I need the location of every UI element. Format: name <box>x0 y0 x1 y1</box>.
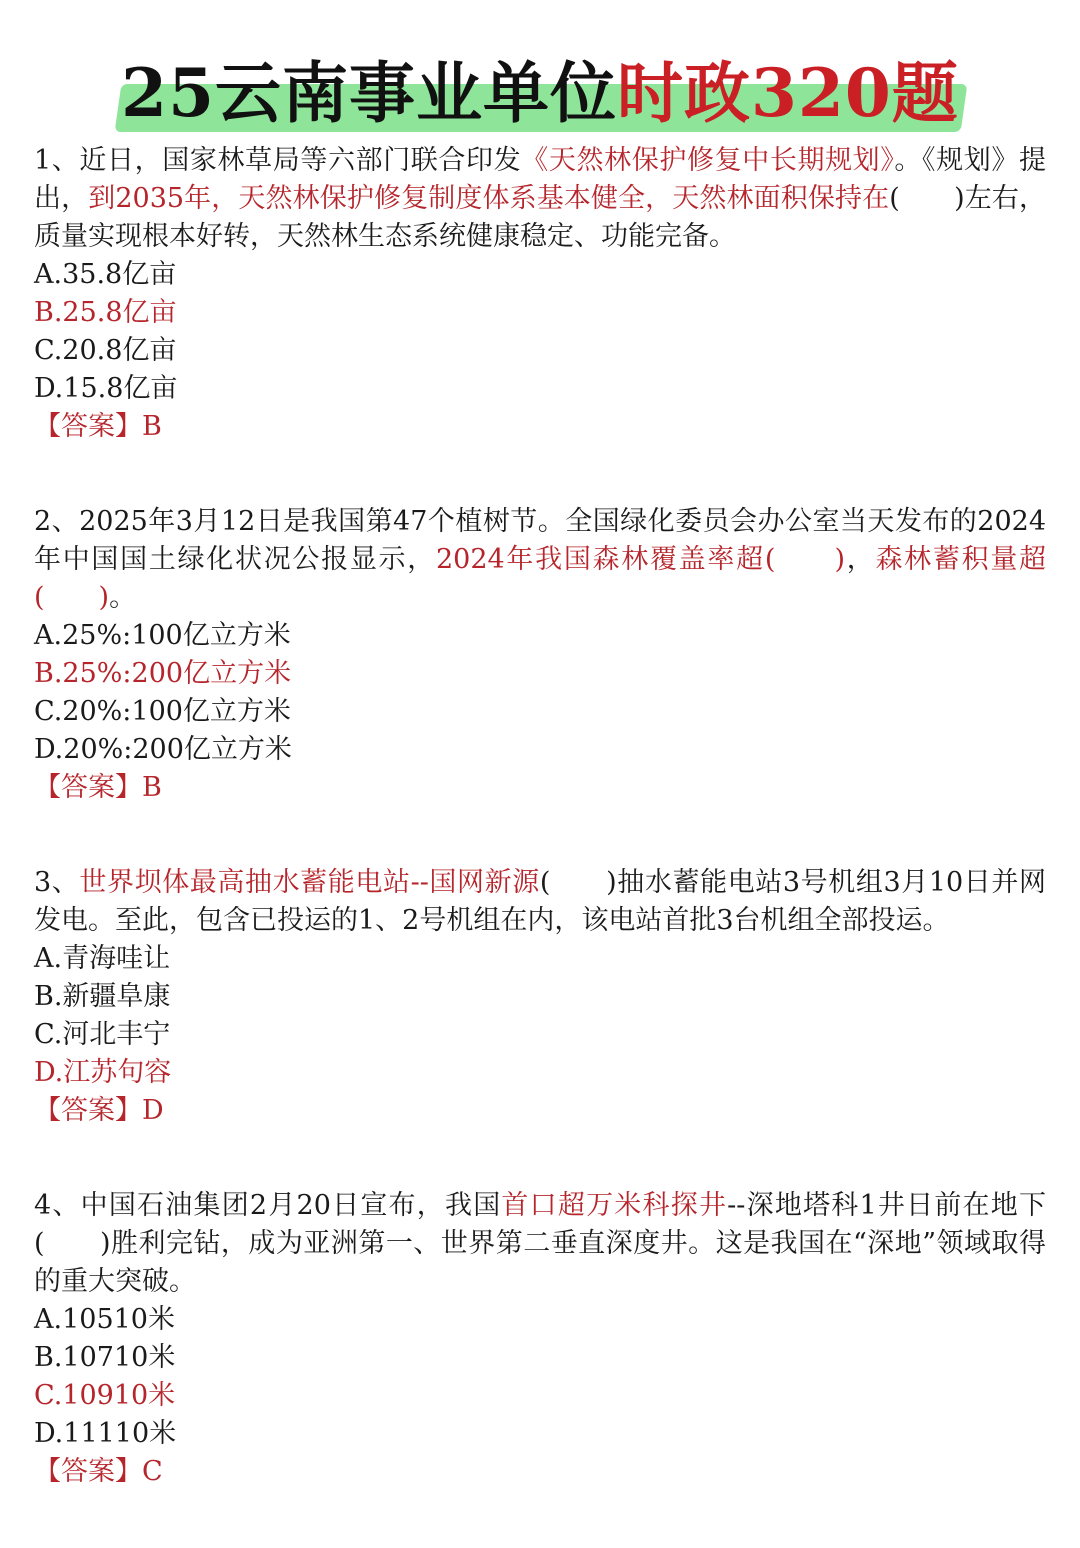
stem-highlight: 2024年我国森林覆盖率超( ) <box>435 544 846 575</box>
stem-text: ( )左右，质量实现根本好转，天然林生态系统健康稳定、功能完备。 <box>34 183 1046 252</box>
option-b: B.25%:200亿立方米 <box>34 658 292 689</box>
answer: 【答案】C <box>34 1456 163 1487</box>
question-3 <box>34 864 1046 1130</box>
option-b: B.25.8亿亩 <box>34 297 177 328</box>
option-b: B.10710米 <box>34 1342 176 1373</box>
question-1 <box>34 142 1046 446</box>
stem-highlight: 《天然林保护修复中长期规划》 <box>521 145 895 176</box>
stem-text: --深地塔科1井日前在地下( )胜利完钻，成为亚洲第一、世界第二垂直深度井。这是我国在“深地”领域取得的重大突破。 <box>34 1190 1046 1297</box>
title-accent: 时政320题 <box>617 54 959 132</box>
question-stem <box>34 864 1046 940</box>
option-c: C.河北丰宁 <box>34 1019 171 1050</box>
option-d: D.11110米 <box>34 1418 177 1449</box>
stem-text: 1、近日，国家林草局等六部门联合印发 <box>34 145 522 176</box>
stem-highlight: 到2035年，天然林保护修复制度体系基本健全，天然林面积保持在 <box>88 183 890 214</box>
question-stem <box>34 1187 1046 1301</box>
title-banner <box>0 48 1080 138</box>
stem-text: ( )抽水蓄能电站3号机组3月10日并网发电。至此，包含已投运的1、2号机组在内，该电站首批3台机组全部投运。 <box>34 867 1046 936</box>
page-title <box>0 48 1080 138</box>
option-a: A.10510米 <box>34 1304 175 1335</box>
stem-highlight: 世界坝体最高抽水蓄能电站--国网新源 <box>79 867 540 898</box>
question-stem <box>34 503 1046 617</box>
option-d: D.20%:200亿立方米 <box>34 734 292 765</box>
option-d: D.15.8亿亩 <box>34 373 178 404</box>
answer: 【答案】D <box>34 1095 164 1126</box>
question-4 <box>34 1187 1046 1491</box>
option-a: A.25%:100亿立方米 <box>34 620 291 651</box>
stem-text: 3、 <box>34 867 80 898</box>
answer: 【答案】B <box>34 772 162 803</box>
option-b: B.新疆阜康 <box>34 981 171 1012</box>
question-list <box>34 142 1046 1548</box>
stem-text: 4、中国石油集团2月20日宣布，我国 <box>34 1190 502 1221</box>
option-a: A.35.8亿亩 <box>34 259 177 290</box>
question-stem <box>34 142 1046 256</box>
option-c: C.20.8亿亩 <box>34 335 177 366</box>
stem-text: ， <box>845 544 876 575</box>
stem-text: 。《规划》提出， <box>34 145 1047 214</box>
stem-text: 2、2025年3月12日是我国第47个植树节。全国绿化委员会办公室当天发布的2024年中国国土绿化状况公报显示， <box>34 506 1046 575</box>
stem-text: 。 <box>109 582 137 613</box>
answer: 【答案】B <box>34 411 162 442</box>
stem-highlight: 森林蓄积量超( ) <box>34 544 1047 613</box>
option-d: D.江苏句容 <box>34 1057 172 1088</box>
stem-highlight: 首口超万米科探井 <box>501 1190 728 1221</box>
option-a: A.青海哇让 <box>34 943 171 974</box>
option-c: C.20%:100亿立方米 <box>34 696 291 727</box>
title-main: 25云南事业单位 <box>121 54 618 132</box>
option-c: C.10910米 <box>34 1380 176 1411</box>
question-2 <box>34 503 1046 807</box>
